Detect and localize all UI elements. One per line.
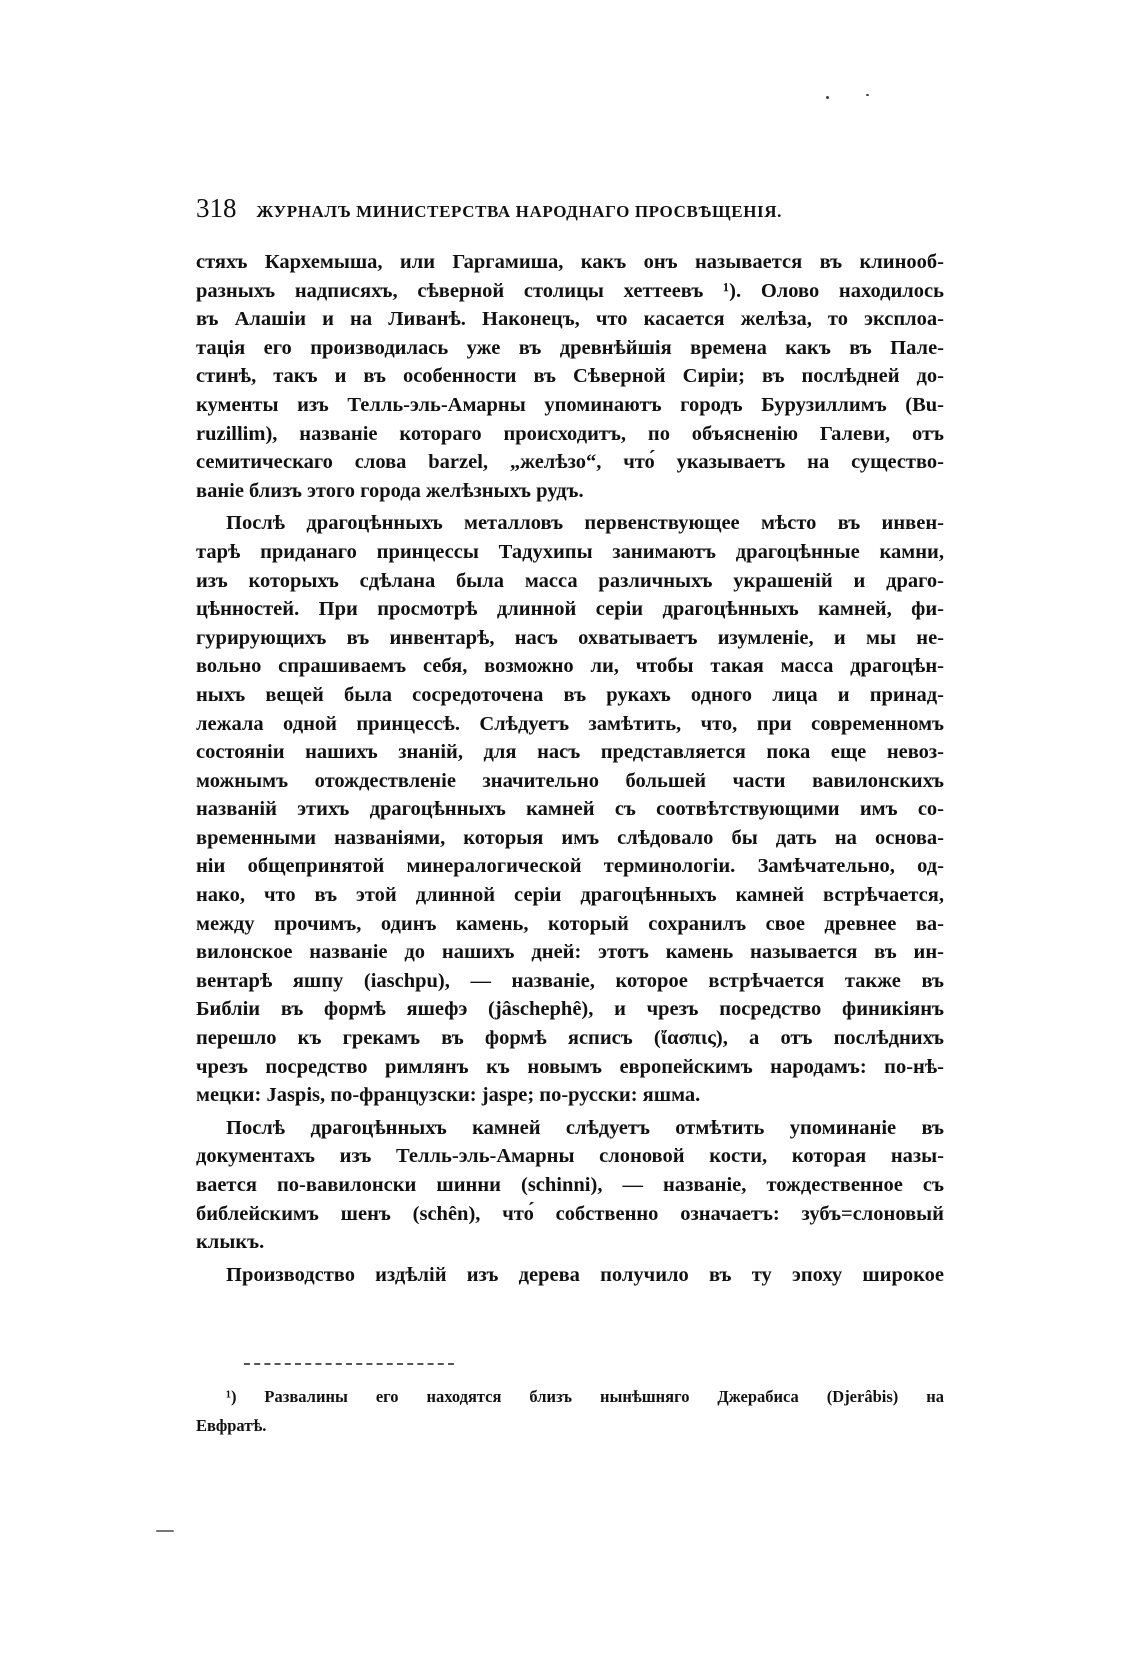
- main-text: [196, 248, 944, 1289]
- paragraph-1: [196, 248, 944, 505]
- paragraph-2: [196, 509, 944, 1109]
- text-line: изъ которыхъ сдѣлана была масса различныхъ украшеній и драго-: [196, 569, 944, 592]
- text-line: Библіи въ формѣ яшефэ (jâschephê), и чрезъ посредство финикіянъ: [196, 998, 944, 1021]
- paragraph-3: [196, 1114, 944, 1257]
- page-number: 318: [196, 193, 237, 223]
- text-line: Послѣ драгоцѣнныхъ камней слѣдуетъ отмѣтить упоминаніе въ: [226, 1116, 944, 1139]
- print-speck: [826, 96, 829, 99]
- text-line: вентарѣ яшпу (iaschpu), — названіе, которое встрѣчается также въ: [196, 969, 944, 992]
- text-line: гурирующихъ въ инвентарѣ, насъ охватываетъ изумленіе, и мы не-: [196, 626, 944, 649]
- text-line: можнымъ отождествленіе значительно большей части вавилонскихъ: [196, 769, 944, 792]
- text-line: мецки: Jaspis, по-французски: jaspe; по-русски: яшма.: [196, 1084, 701, 1107]
- text-line: названій этихъ драгоцѣнныхъ камней съ соотвѣтствующими имъ со-: [196, 798, 944, 821]
- print-speck: [156, 1530, 174, 1532]
- text-line: стяхъ Кархемыша, или Гаргамиша, какъ онъ называется въ клинооб-: [196, 251, 944, 273]
- text-line: Послѣ драгоцѣнныхъ металловъ первенствующее мѣсто въ инвен-: [226, 512, 944, 535]
- text-line: ныхъ вещей была сосредоточена въ рукахъ одного лица и принад-: [196, 683, 944, 706]
- text-line: разныхъ надписяхъ, сѣверной столицы хеттеевъ ¹). Олово находилось: [196, 279, 944, 302]
- footnote: [196, 1384, 944, 1441]
- text-line: состояніи нашихъ знаній, для насъ представляется пока еще невоз-: [196, 741, 944, 764]
- text-line: въ Алашіи и на Ливанѣ. Наконецъ, что касается желѣза, то эксплоа-: [196, 308, 944, 331]
- text-line: стинѣ, такъ и въ особенности въ Сѣверной Сиріи; въ послѣдней до-: [196, 365, 944, 388]
- text-line: тарѣ приданаго принцессы Тадухипы занимаютъ драгоцѣнные камни,: [196, 540, 944, 563]
- text-line: Производство издѣлій изъ дерева получило въ ту эпоху широкое: [226, 1263, 944, 1286]
- text-line: нако, что въ этой длинной серіи драгоцѣнныхъ камней встрѣчается,: [196, 884, 944, 907]
- text-line: ваніе близъ этого города желѣзныхъ рудъ.: [196, 479, 584, 502]
- text-line: документахъ изъ Телль-эль-Амарны слоновой кости, которая назы-: [196, 1145, 944, 1168]
- text-line: ніи общепринятой минералогической терминологіи. Замѣчательно, од-: [196, 855, 944, 878]
- page-header: [196, 193, 956, 227]
- footnote-divider: [244, 1363, 454, 1365]
- text-line: временными названіями, которыя имъ слѣдовало бы дать на основа-: [196, 826, 944, 849]
- text-line: тація его производилась уже въ древнѣйшія времена какъ въ Пале-: [196, 336, 944, 359]
- print-speck: [866, 94, 869, 96]
- running-title: ЖУРНАЛЪ МИНИСТЕРСТВА НАРОДНАГО ПРОСВѢЩЕНІЯ.: [256, 202, 782, 221]
- text-line: чрезъ посредство римлянъ къ новымъ европейскимъ народамъ: по-нѣ-: [196, 1055, 944, 1078]
- text-line: перешло къ грекамъ въ формѣ ясписъ (ἴασπις), а отъ послѣднихъ: [196, 1027, 944, 1050]
- text-line: цѣнностей. При просмотрѣ длинной серіи драгоцѣнныхъ камней, фи-: [196, 598, 944, 621]
- text-line: вается по-вавилонски шинни (schinni), — названіе, тождественное съ: [196, 1174, 944, 1196]
- text-line: ruzillim), названіе котораго происходитъ, по объясненію Галеви, отъ: [196, 422, 944, 445]
- footnote-line: ¹) Развалины его находятся близъ нынѣшняго Джерабиса (Djerâbis) на: [226, 1387, 944, 1406]
- text-line: вольно спрашиваемъ себя, возможно ли, чтобы такая масса драгоцѣн-: [196, 655, 944, 678]
- paragraph-4: [196, 1261, 944, 1290]
- footnote-line: Евфратѣ.: [196, 1415, 267, 1435]
- text-line: кументы изъ Телль-эль-Амарны упоминаютъ городъ Бурузиллимъ (Bu-: [196, 393, 944, 416]
- text-line: вилонское названіе до нашихъ дней: этотъ камень называется въ ин-: [196, 941, 944, 964]
- text-line: клыкъ.: [196, 1231, 265, 1254]
- text-line: лежала одной принцессѣ. Слѣдуетъ замѣтить, что, при современномъ: [196, 712, 944, 735]
- text-line: библейскимъ шенъ (schên), что́ собственно означаетъ: зубъ=слоновый: [196, 1202, 944, 1225]
- text-line: между прочимъ, одинъ камень, который сохранилъ свое древнее ва-: [196, 912, 944, 935]
- text-line: семитическаго слова barzel, „желѣзо“, что́ указываетъ на существо-: [196, 451, 944, 474]
